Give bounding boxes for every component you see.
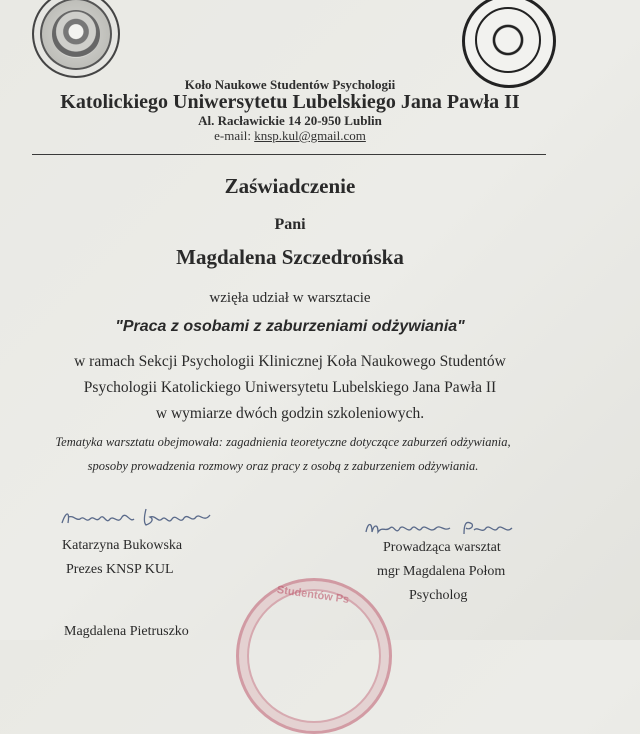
- right-signature: [364, 516, 524, 542]
- bottom-signer-name: Magdalena Pietruszko: [64, 624, 189, 639]
- student-club-logo: [462, 0, 556, 88]
- header-university-name: Katolickiego Uniwersytetu Lubelskiego Jana Pawła II: [60, 91, 520, 113]
- left-signature: [60, 505, 220, 531]
- stamp-text: Studentów Ps: [276, 583, 350, 607]
- topics-line-1: Tematyka warsztatu obejmowała: zagadnienia teoretyczne dotyczące zaburzeń odżywiania,: [55, 435, 511, 449]
- certificate-title: Zaświadczenie: [224, 174, 356, 198]
- recipient-name: Magdalena Szczedrońska: [176, 245, 404, 269]
- participation-line: wzięła udział w warsztacie: [209, 290, 371, 306]
- left-signer-name: Katarzyna Bukowska: [62, 538, 183, 553]
- workshop-title: "Praca z osobami z zaburzeniami odżywiania": [115, 318, 465, 335]
- duration-line: w wymiarze dwóch godzin szkoleniowych.: [155, 405, 425, 422]
- salutation: Pani: [274, 216, 306, 233]
- right-signer-title: Psycholog: [409, 588, 468, 603]
- right-signer-role: Prowadząca warsztat: [383, 540, 501, 555]
- round-stamp: [236, 578, 392, 734]
- header-divider: [32, 154, 546, 155]
- email-label: e-mail:: [214, 128, 251, 143]
- left-signer-role: Prezes KNSP KUL: [66, 562, 174, 577]
- section-line-2: Psychologii Katolickiego Uniwersytetu Lubelskiego Jana Pawła II: [83, 379, 497, 396]
- university-seal-logo: [32, 0, 120, 78]
- right-signer-name: mgr Magdalena Połom: [377, 564, 506, 579]
- header-email-line: [0, 128, 580, 144]
- section-line-1: w ramach Sekcji Psychologii Klinicznej Koła Naukowego Studentów: [74, 353, 506, 370]
- header-club-name: Koło Naukowe Studentów Psychologii: [184, 77, 396, 92]
- topics-line-2: sposoby prowadzenia rozmowy oraz pracy z osobą z zaburzeniem odżywiania.: [87, 459, 479, 473]
- header-address: Al. Racławickie 14 20-950 Lublin: [198, 113, 382, 128]
- email-link[interactable]: knsp.kul@gmail.com: [254, 128, 366, 143]
